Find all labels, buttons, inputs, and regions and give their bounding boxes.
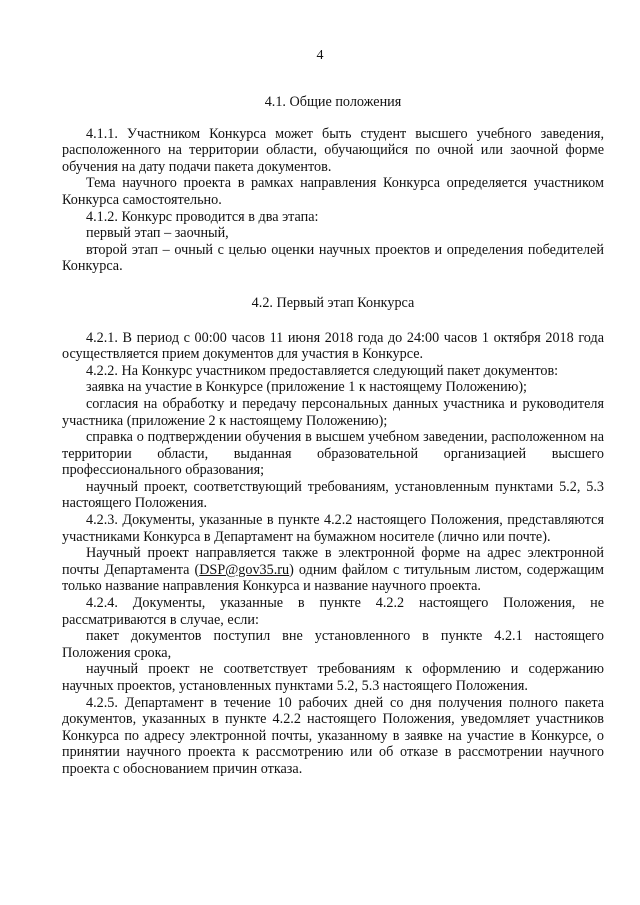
paragraph-4-2-2: 4.2.2. На Конкурс участником предоставляется следующий пакет документов: [86, 362, 559, 379]
paragraph-4-2-4: 4.2.4. Документы, указанные в пункте 4.2.2 настоящего Положения, не рассматриваются в случае, если: [62, 595, 604, 628]
paragraph-topic: Тема научного проекта в рамках направления Конкурса определяется участником Конкурса самостоятельно. [62, 175, 604, 208]
email-link[interactable]: DSP@gov35.ru [199, 561, 290, 578]
section-4-2-title: 4.2. Первый этап Конкурса [251, 294, 415, 311]
paragraph-4-2-3: 4.2.3. Документы, указанные в пункте 4.2.2 настоящего Положения, представляются участниками Конкурса в Департамент на бумажном носителе (лично или почте). [62, 512, 604, 545]
paragraph-stage-two: второй этап – очный с целью оценки научных проектов и определения победителей Конкурса. [62, 241, 604, 275]
paragraph-4-1-1: 4.1.1. Участником Конкурса может быть студент высшего учебного заведения, расположенного на территории области, обучающийся по очной или заочной форме обучения на дату подачи пакета документов. [62, 125, 604, 175]
paragraph-4-1-2: 4.1.2. Конкурс проводится в два этапа: [86, 208, 319, 225]
paragraph-electronic-submission [62, 545, 604, 595]
section-4-1-title: 4.1. Общие положения [264, 94, 402, 110]
list-item-consent: согласия на обработку и передачу персональных данных участника и руководителя участника (приложение 2 к настоящему Положению); [62, 395, 604, 429]
paragraph-stage-one: первый этап – заочный, [86, 225, 229, 242]
list-item-project: научный проект, соответствующий требованиям, установленным пунктами 5.2, 5.3 настоящего Положения. [62, 478, 604, 512]
paragraph-4-2-5: 4.2.5. Департамент в течение 10 рабочих дней со дня получения полного пакета документов, указанных в пункте 4.2.2 настоящего Положения, уведомляет участников Конкурса по адресу электронной почты, указанному в заявке на участие в Конкурсе, о принятии научного проекта к рассмотрению или об отказе в рассмотрении научного проекта с обоснованием причин отказа. [62, 694, 604, 777]
list-item-certificate: справка о подтверждении обучения в высшем учебном заведении, расположенном на территории области, выданная образовательной организацией высшего профессионального образования; [62, 429, 604, 479]
list-item-late-package: пакет документов поступил вне установленного в пункте 4.2.1 настоящего Положения срока, [62, 628, 604, 661]
email-text-after: ) одним файлом с титульным листом, содержащим только название направления Конкурса и название научного проекта. [62, 561, 604, 595]
page-number: 4 [316, 48, 324, 63]
email-text-before: Научный проект направляется также в электронной форме на адрес электронной почты Департамента ( [62, 545, 604, 578]
list-item-application: заявка на участие в Конкурсе (приложение 1 к настоящему Положению); [86, 379, 527, 396]
list-item-noncompliant: научный проект не соответствует требованиям к оформлению и содержанию научных проектов, установленных пунктами 5.2, 5.3 настоящего Положения. [62, 661, 604, 694]
paragraph-4-2-1: 4.2.1. В период с 00:00 часов 11 июня 2018 года до 24:00 часов 1 октября 2018 года осуществляется прием документов для участия в Конкурсе. [62, 329, 604, 363]
document-body [62, 94, 604, 778]
